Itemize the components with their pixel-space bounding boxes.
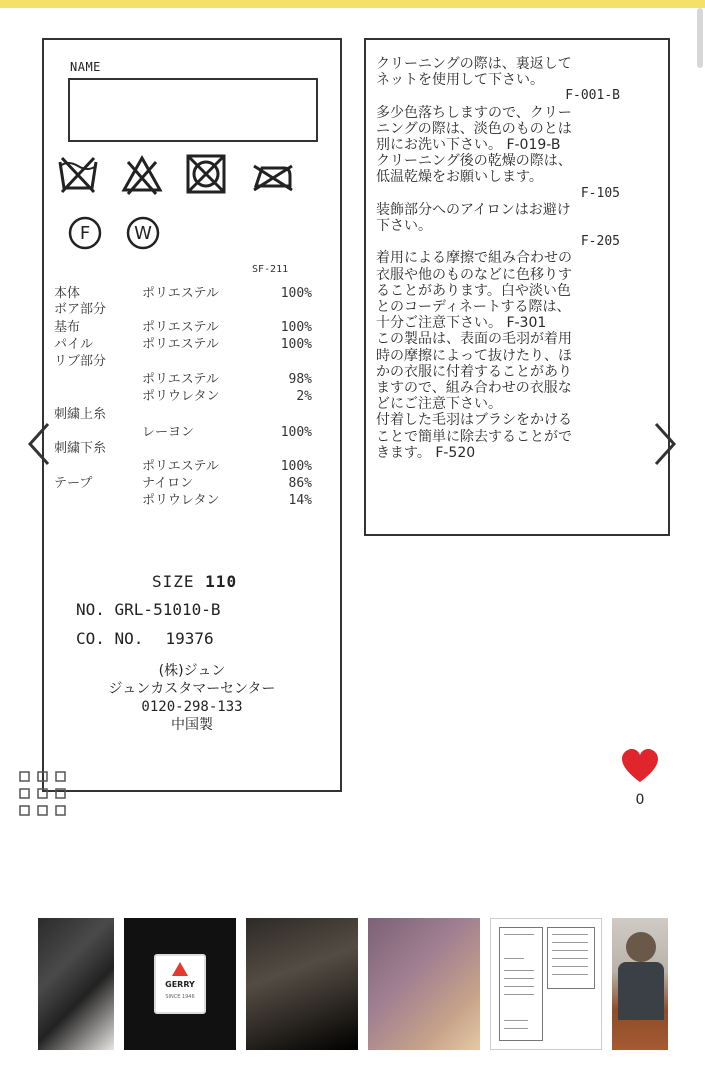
composition-part: ボア部分 [54,302,107,317]
brand-logo-icon [172,962,188,976]
care-line: クリーニングの際は、裏返して [376,56,572,72]
wet-clean-w-icon [126,216,160,250]
composition-material: ポリウレタン [142,493,220,508]
care-line: ニングの際は、淡色のものとは [376,120,572,137]
product-number: NO. GRL-51010-B [76,600,221,619]
care-line: かの衣服に付着することがあり [376,363,572,380]
composition-material: ポリエステル [142,286,219,301]
mini-label-right [547,927,595,989]
composition-material: ポリウレタン [142,389,220,404]
care-line: とのコーディネートする際は、 [376,299,571,316]
size-label: SIZE [152,572,195,591]
thumbnail-2[interactable] [124,918,236,1050]
composition-row [44,493,340,509]
care-code: F-205 [580,234,620,250]
no-tumble-dry-icon [184,152,228,196]
composition-material: ポリエステル [142,320,219,335]
composition-row [44,286,340,302]
model-head [626,932,656,962]
composition-percent: 86% [288,476,312,491]
composition-percent: 100% [280,425,312,440]
model-body [618,962,664,1020]
composition-material: ポリエステル [142,459,219,474]
care-line: 別にお洗い下さい。 F-019-B [376,137,561,154]
grid-view-icon[interactable] [18,770,68,818]
care-code: F-001-B [565,88,620,104]
care-line: きます。 F-520 [376,444,476,461]
composition-percent: 100% [280,459,312,474]
next-arrow-icon[interactable] [650,420,680,468]
care-line: 低温乾燥をお願いします。 [376,169,543,186]
co-number-label: CO. NO. [76,629,144,648]
no-iron-icon [250,152,294,196]
care-line: 着用による摩擦で組み合わせの [376,250,572,267]
pro-care-f: F [79,223,91,244]
care-line: クリーニング後の乾燥の際は、 [376,153,572,170]
composition-part: 基布 [54,320,81,335]
care-line: ることがあります。白や淡い色 [376,282,571,299]
spec-code: SF-211 [252,264,289,275]
care-line: 時の摩擦によって抜けたり、ほ [376,347,572,364]
customer-center: ジュンカスタマーセンター [108,681,276,697]
prev-arrow-icon[interactable] [24,420,54,468]
composition-percent: 100% [280,286,312,301]
composition-material: レーヨン [142,425,195,440]
thumbnail-5[interactable] [490,918,602,1050]
name-box [68,78,318,142]
composition-percent: 100% [280,337,312,352]
dry-clean-f-icon [68,216,102,250]
composition-material: ナイロン [142,476,194,491]
brand-sub: SINCE 1946 [165,994,195,1000]
thumbnail-4[interactable] [368,918,480,1050]
scrollbar-thumb[interactable] [697,8,703,68]
composition-percent: 98% [288,372,312,387]
care-label-right [364,38,670,536]
company-name: (株)ジュン [158,663,226,679]
care-symbols [56,152,336,196]
composition-part: 刺繍下糸 [54,441,107,456]
care-label-left [42,38,342,792]
thumbnail-3[interactable] [246,918,358,1050]
composition-row [44,302,340,318]
care-line: 付着した毛羽はブラシをかける [376,412,572,429]
thumbnail-strip [0,918,705,1050]
composition-part: リブ部分 [54,354,107,369]
top-accent-bar [0,0,705,8]
size-line [152,572,237,591]
composition-row [44,320,340,336]
composition-percent: 2% [296,389,312,404]
no-wash-icon [56,152,100,196]
name-label: NAME [70,60,101,74]
mini-label-left [499,927,543,1041]
composition-part: 本体 [54,286,81,301]
composition-row [44,354,340,370]
thumbnail-1[interactable] [38,918,114,1050]
pro-care-w: W [134,223,152,244]
co-number-line [76,629,214,648]
composition-row [44,389,340,405]
care-line: 装飾部分へのアイロンはお避け [376,201,571,218]
composition-material: ポリエステル [142,337,219,352]
company-info [44,662,340,734]
thumbnail-6[interactable] [612,918,668,1050]
size-value: 110 [205,572,238,591]
brand-name: GERRY [165,980,195,989]
co-number-value: 19376 [165,629,214,648]
composition-row [44,407,340,423]
like-button[interactable] [618,748,662,814]
composition-percent: 14% [288,493,312,508]
care-instructions [376,56,620,461]
composition-part: パイル [54,337,94,352]
composition-row [44,425,340,441]
phone-number: 0120-298-133 [141,699,243,715]
care-line: 多少色落ちしますので、クリー [376,104,572,121]
composition-row [44,459,340,475]
composition-part: テープ [54,476,93,491]
care-line: 十分ご注意下さい。 F-301 [376,315,547,332]
care-line: 下さい。 [376,218,432,235]
brand-tag [154,954,206,1014]
composition-row [44,476,340,492]
country-of-origin: 中国製 [171,717,213,733]
care-line: ますので、組み合わせの衣服な [376,380,572,397]
no-bleach-icon [120,152,164,196]
care-line: ことで簡単に除去することがで [376,428,572,445]
composition-part: 刺繍上糸 [54,407,107,422]
like-count: 0 [635,792,645,808]
heart-icon[interactable] [620,748,660,784]
care-line: この製品は、表面の毛羽が着用 [376,331,572,348]
composition-material: ポリエステル [142,372,219,387]
composition-row [44,372,340,388]
professional-care-symbols [68,216,188,250]
care-code: F-105 [580,185,620,201]
composition-row [44,337,340,353]
composition-percent: 100% [280,320,312,335]
care-line: どにご注意下さい。 [376,396,502,413]
composition-row [44,441,340,457]
care-line: 衣服や他のものなどに色移りす [376,266,572,283]
care-line: ネットを使用して下さい。 [376,72,544,89]
